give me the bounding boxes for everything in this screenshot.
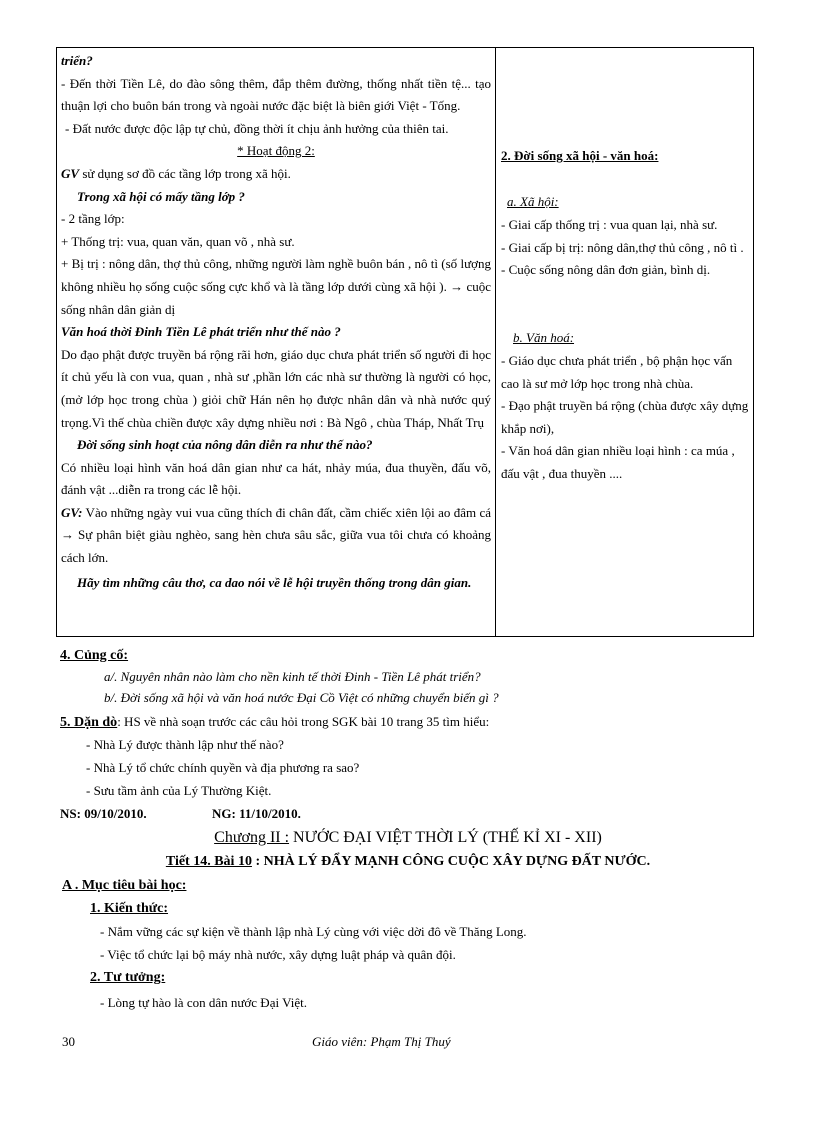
lesson-table [56, 47, 754, 637]
chapter-title: NƯỚC ĐẠI VIỆT THỜI LÝ (THẾ KỈ XI - XII) [289, 829, 602, 846]
danddo-line [60, 712, 489, 733]
page-number: 30 [62, 1034, 75, 1049]
gv-label: GV [61, 165, 80, 181]
left-line-7: + Thống trị: vua, quan văn, quan võ , nhà sư. [61, 233, 295, 249]
gv-label-2: GV: [61, 504, 83, 520]
chapter-prefix: Chương II : [214, 829, 290, 846]
gv-text-2: Vào những ngày vui vua cũng thích đi chân đất, cầm chiếc xiên lội ao đâm cá → Sự phân biệt giàu nghèo, sang hèn chưa sâu sắc, giữa vua tôi chưa có khoảng cách lớn. [61, 504, 491, 566]
cungco-question-a: a/. Nguyên nhân nào làm cho nền kinh tế thời Đinh - Tiền Lê phát triển? [104, 669, 481, 684]
table-column-divider [495, 48, 496, 636]
danddo-text: : HS về nhà soạn trước các câu hỏi trong SGK bài 10 trang 35 tìm hiểu: [117, 714, 490, 729]
ng-date: NG: 11/10/2010. [212, 806, 301, 821]
cungco-question-b: b/. Đời sống xã hội và văn hoá nước Đại Cồ Việt có những chuyển biến gì ? [104, 690, 499, 705]
right-a-item: - Giai cấp thống trị : vua quan lại, nhà sư. [501, 217, 718, 232]
lesson-heading [0, 852, 816, 872]
lesson-title: : NHÀ LÝ ĐẨY MẠNH CÔNG CUỘC XÂY DỰNG ĐẤT NƯỚC. [251, 854, 651, 869]
chapter-heading [0, 828, 816, 848]
danddo-item: - Nhà Lý tổ chức chính quyền và địa phương ra sao? [86, 760, 360, 775]
question-culture: Văn hoá thời Đinh Tiền Lê phát triển như thế nào ? [61, 324, 341, 340]
right-b-list [501, 350, 751, 486]
right-a-item: - Giai cấp bị trị: nông dân,thợ thủ công , nô tì . [501, 239, 744, 255]
activity-2-title: * Hoạt động 2: [237, 143, 315, 159]
danddo-label: 5. Dặn dò [60, 715, 118, 730]
question-farmer-life: Đời sống sinh hoạt của nông dân diễn ra như thế nào? [77, 437, 373, 453]
right-a-item: - Cuộc sống nông dân đơn giản, bình dị. [501, 262, 711, 278]
right-a-list [501, 214, 751, 282]
section-a-title: A . Mục tiêu bài học: [62, 878, 187, 893]
danddo-item: - Sưu tầm ảnh của Lý Thường Kiệt. [86, 783, 272, 798]
right-b-item: - Giáo dục chưa phát triển , bộ phận học vấn cao là sư mở lớp học trong nhà chùa. [501, 353, 733, 391]
question-folk-poems: Hãy tìm những câu thơ, ca dao nói về lễ hội truyền thống trong dân gian. [77, 574, 472, 590]
left-gv-line-1 [61, 163, 491, 186]
left-line-0: triển? [61, 53, 93, 68]
left-line-6: - 2 tầng lớp: [61, 211, 125, 227]
right-a-title: a. Xã hội: [507, 194, 559, 209]
cungco-label: 4. Củng cố: [60, 648, 129, 663]
left-para-10: Do đạo phật được truyền bá rộng rãi hơn, giáo dục chưa phát triển số người đi học ít chủ yếu là con vua, quan , nhà sư ,phần lớn các nhà sư thường là người có học,(mở lớp học trong chùa ) giỏi chữ Hán nên họ được nhân dân và nhà nước quý trọng.Vì thế chùa chiền được xây dựng nhiều nơi : Bà Ngô , chùa Tháp, Nhất Trụ [61, 346, 491, 430]
right-b-item: - Văn hoá dân gian nhiều loại hình : ca múa , đấu vật , đua thuyền .... [501, 443, 735, 481]
right-heading: 2. Đời sống xã hội - văn hoá: [501, 148, 659, 163]
ns-date: NS: 09/10/2010. [60, 806, 147, 821]
kienthuc-item: - Việc tổ chức lại bộ máy nhà nước, xây dựng luật pháp và quân đội. [100, 947, 456, 962]
question-social-classes: Trong xã hội có mấy tầng lớp ? [77, 188, 245, 204]
left-para-8: + Bị trị : nông dân, thợ thủ công, những người làm nghề buôn bán , nô tì (số lượng không nhiều họ sống cuộc sống cực khổ và là tầng lớp dưới cùng xã hội ). → cuộc sống nhân dân giản dị [61, 256, 491, 317]
table-left-column [61, 50, 491, 594]
danddo-item: - Nhà Lý được thành lập như thế nào? [86, 737, 284, 752]
tutuong-item: - Lòng tự hào là con dân nước Đại Việt. [100, 995, 307, 1010]
lesson-prefix: Tiết 14. Bài 10 [165, 854, 252, 869]
right-b-item: - Đạo phật truyền bá rộng (chùa được xây dựng khắp nơi), [501, 398, 749, 436]
kienthuc-item: - Nắm vững các sự kiện về thành lập nhà Lý cùng với việc dời đô về Thăng Long. [100, 924, 527, 939]
gv-text: sử dụng sơ đồ các tầng lớp trong xã hội. [79, 165, 291, 181]
tutuong-label: 2. Tư tưởng: [90, 970, 166, 985]
right-b-title: b. Văn hoá: [513, 330, 575, 345]
left-para-2: - Đất nước được độc lập tự chủ, đồng thời ít chịu ảnh hưởng của thiên tai. [65, 120, 449, 136]
left-para-12: Có nhiều loại hình văn hoá dân gian như ca hát, nhảy múa, đua thuyền, đấu võ, đánh vật ...diễn ra trong các lễ hội. [61, 459, 491, 498]
teacher-name: Giáo viên: Phạm Thị Thuý [312, 1034, 451, 1049]
left-para-1: - Đến thời Tiền Lê, do đào sông thêm, đắp thêm đường, thống nhất tiền tệ... tạo thuận lợi cho buôn bán trong và ngoài nước đặc biệt là biên giới Việt - Tống. [61, 75, 491, 114]
left-gv-para-2 [61, 502, 491, 570]
kienthuc-label: 1. Kiến thức: [90, 901, 169, 916]
